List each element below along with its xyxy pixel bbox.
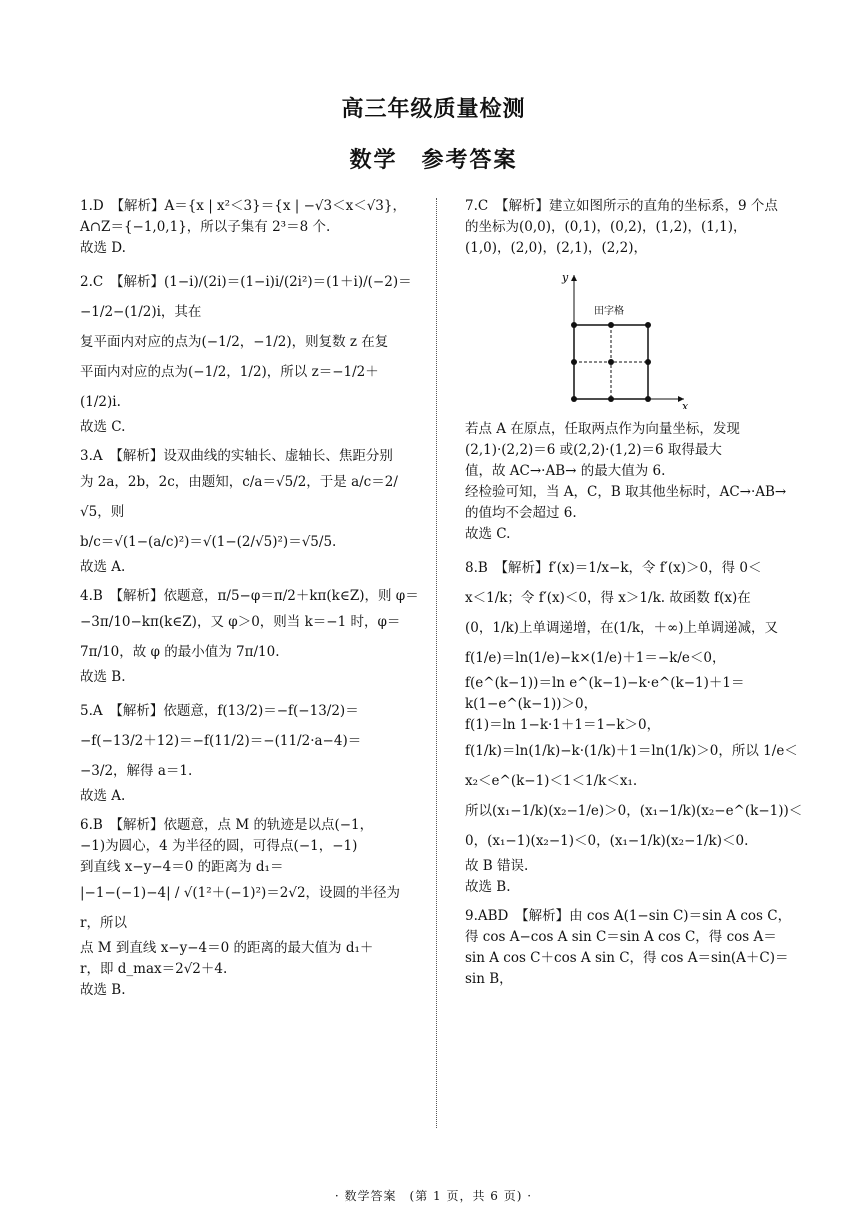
- answer-line: (2,1)·(2,2)＝6 或(2,2)·(1,2)＝6 取得最大: [465, 442, 722, 458]
- answer-line: −3π/10−kπ(k∈Z)，又 φ＞0，则当 k＝−1 时，φ＝: [80, 614, 401, 630]
- answer-line: f(1/e)＝ln(1/e)−k×(1/e)＋1＝−k/e＜0，: [465, 650, 726, 666]
- answer-line: 6.B 【解析】依题意，点 M 的轨迹是以点(−1，: [80, 817, 374, 833]
- grid-point: [571, 322, 577, 328]
- answer-line: 故选 B.: [465, 879, 511, 895]
- answer-line: r，即 d_max＝2√2＋4.: [80, 961, 228, 977]
- answer-line: 3.A 【解析】设双曲线的实轴长、虚轴长、焦距分别: [80, 448, 393, 464]
- answer-line: 所以(x₁−1/k)(x₂−1/e)＞0，(x₁−1/k)(x₂−e^(k−1))＜: [465, 803, 803, 819]
- answer-line: 故选 A.: [80, 559, 126, 575]
- y-axis-arrow: [571, 275, 577, 281]
- page-title: 高三年级质量检测: [341, 97, 526, 122]
- answer-line: 故选 C.: [465, 526, 511, 542]
- page-footer: · 数学答案 (第 1 页，共 6 页) ·: [334, 1189, 533, 1203]
- grid-figure-svg: [550, 269, 690, 409]
- answer-line: −3/2，解得 a＝1.: [80, 763, 193, 779]
- answer-line: f(1/k)＝ln(1/k)−k·(1/k)＋1＝ln(1/k)＞0，所以 1/e＜: [465, 743, 798, 759]
- answer-line: b/c＝√(1−(a/c)²)＝√(1−(2/√5)²)＝√5/5.: [80, 534, 337, 550]
- answer-line: (0，1/k)上单调递增，在(1/k，＋∞)上单调递减，又: [465, 620, 779, 636]
- answer-item-2: [80, 267, 422, 438]
- grid-figure: [550, 269, 690, 409]
- answer-line: 7.C 【解析】建立如图所示的直角的坐标系，9 个点: [465, 198, 778, 214]
- answer-line: 故选 D.: [80, 240, 126, 256]
- answer-line: 故选 A.: [80, 788, 126, 804]
- grid-point: [571, 396, 577, 402]
- answer-line: x＜1/k；令 f′(x)＜0，得 x＞1/k. 故函数 f(x)在: [465, 590, 751, 606]
- answer-item-1: [80, 196, 422, 259]
- answer-line: 的坐标为(0,0)，(0,1)，(0,2)，(1,2)，(1,1)，: [465, 219, 747, 235]
- grid-point: [645, 359, 651, 365]
- answer-line: 到直线 x−y−4＝0 的距离为 d₁＝: [80, 859, 284, 875]
- answer-line: 经检验可知，当 A，C，B 取其他坐标时，AC→·AB→: [465, 484, 787, 500]
- answer-item-3: [80, 446, 422, 578]
- grid-point: [608, 359, 614, 365]
- answer-line: 4.B 【解析】依题意，π/5−φ＝π/2＋kπ(k∈Z)，则 φ＝: [80, 588, 419, 604]
- answer-line: 得 cos A−cos A sin C＝sin A cos C，得 cos A＝: [465, 929, 777, 945]
- grid-point: [608, 322, 614, 328]
- answer-line: |−1−(−1)−4| / √(1²＋(−1)²)＝2√2，设圆的半径为 r，所以: [80, 885, 401, 931]
- answer-line: (1,0)，(2,0)，(2,1)，(2,2)，: [465, 240, 648, 256]
- answer-line: 故 B 错误.: [465, 858, 529, 874]
- right-column: [465, 196, 807, 998]
- answer-line: 值，故 AC→·AB→ 的最大值为 6.: [465, 463, 666, 479]
- answer-item-6: [80, 815, 422, 1001]
- answer-line: 复平面内对应的点为(−1/2，−1/2)，则复数 z 在复: [80, 334, 389, 350]
- answer-line: 若点 A 在原点，任取两点作为向量坐标，发现: [465, 421, 740, 437]
- answer-item-5: [80, 696, 422, 807]
- answer-line: 平面内对应的点为(−1/2，1/2)，所以 z＝−1/2＋: [80, 364, 379, 380]
- answer-line: sin A cos C＋cos A sin C，得 cos A＝sin(A＋C)＝: [465, 950, 789, 966]
- x-axis-label: x: [682, 400, 689, 409]
- answer-line: f(e^(k−1))＝ln e^(k−1)−k·e^(k−1)＋1＝k(1−e^(k−1))＞0，: [465, 675, 745, 712]
- answer-line: −f(−13/2＋12)＝−f(11/2)＝−(11/2·a−4)＝: [80, 733, 362, 749]
- answer-item-7: [465, 196, 807, 545]
- answer-line: 2.C 【解析】(1−i)/(2i)＝(1−i)i/(2i²)＝(1＋i)/(−2)＝−1/2−(1/2)i，其在: [80, 274, 412, 320]
- grid-point: [571, 359, 577, 365]
- answer-line: −1)为圆心，4 为半径的圆，可得点(−1，−1): [80, 838, 358, 854]
- answer-item-8: [465, 553, 807, 898]
- column-divider: [436, 198, 437, 1128]
- answer-line: 0，(x₁−1)(x₂−1)＜0，(x₁−1/k)(x₂−1/k)＜0.: [465, 833, 749, 849]
- answer-line: 8.B 【解析】f′(x)＝1/x−k，令 f′(x)＞0，得 0＜: [465, 560, 762, 576]
- answer-item-4: [80, 586, 422, 688]
- answer-line: x₂＜e^(k−1)＜1＜1/k＜x₁.: [465, 773, 638, 789]
- left-column: [80, 196, 422, 1009]
- answer-line: 的值均不会超过 6.: [465, 505, 577, 521]
- answer-line: 点 M 到直线 x−y−4＝0 的距离的最大值为 d₁＋: [80, 940, 374, 956]
- answer-line: 故选 B.: [80, 669, 126, 685]
- answer-line: 5.A 【解析】依题意，f(13/2)＝−f(−13/2)＝: [80, 703, 359, 719]
- page-subtitle: 数学 参考答案: [349, 148, 518, 173]
- answer-line: A∩Z＝{−1,0,1}，所以子集有 2³＝8 个.: [80, 219, 331, 235]
- grid-point: [645, 396, 651, 402]
- answer-line: f(1)＝ln 1−k·1＋1＝1−k＞0，: [465, 717, 661, 733]
- grid-point: [645, 322, 651, 328]
- answer-line: 9.ABD 【解析】由 cos A(1−sin C)＝sin A cos C，: [465, 908, 792, 924]
- answer-line: 故选 C.: [80, 419, 126, 435]
- answer-item-9: [465, 906, 807, 990]
- answer-line: 为 2a，2b，2c，由题知，c/a＝√5/2，于是 a/c＝2/√5，则: [80, 474, 398, 520]
- y-axis-label: y: [562, 271, 569, 284]
- answer-line: sin B，: [465, 971, 513, 987]
- answer-line: 1.D 【解析】A＝{x | x²＜3}＝{x | −√3＜x＜√3}，: [80, 198, 406, 214]
- answer-line: 7π/10，故 φ 的最小值为 7π/10.: [80, 644, 280, 660]
- answer-line: 故选 B.: [80, 982, 126, 998]
- grid-label: 田字格: [594, 306, 624, 317]
- grid-point: [608, 396, 614, 402]
- answer-line: (1/2)i.: [80, 394, 121, 410]
